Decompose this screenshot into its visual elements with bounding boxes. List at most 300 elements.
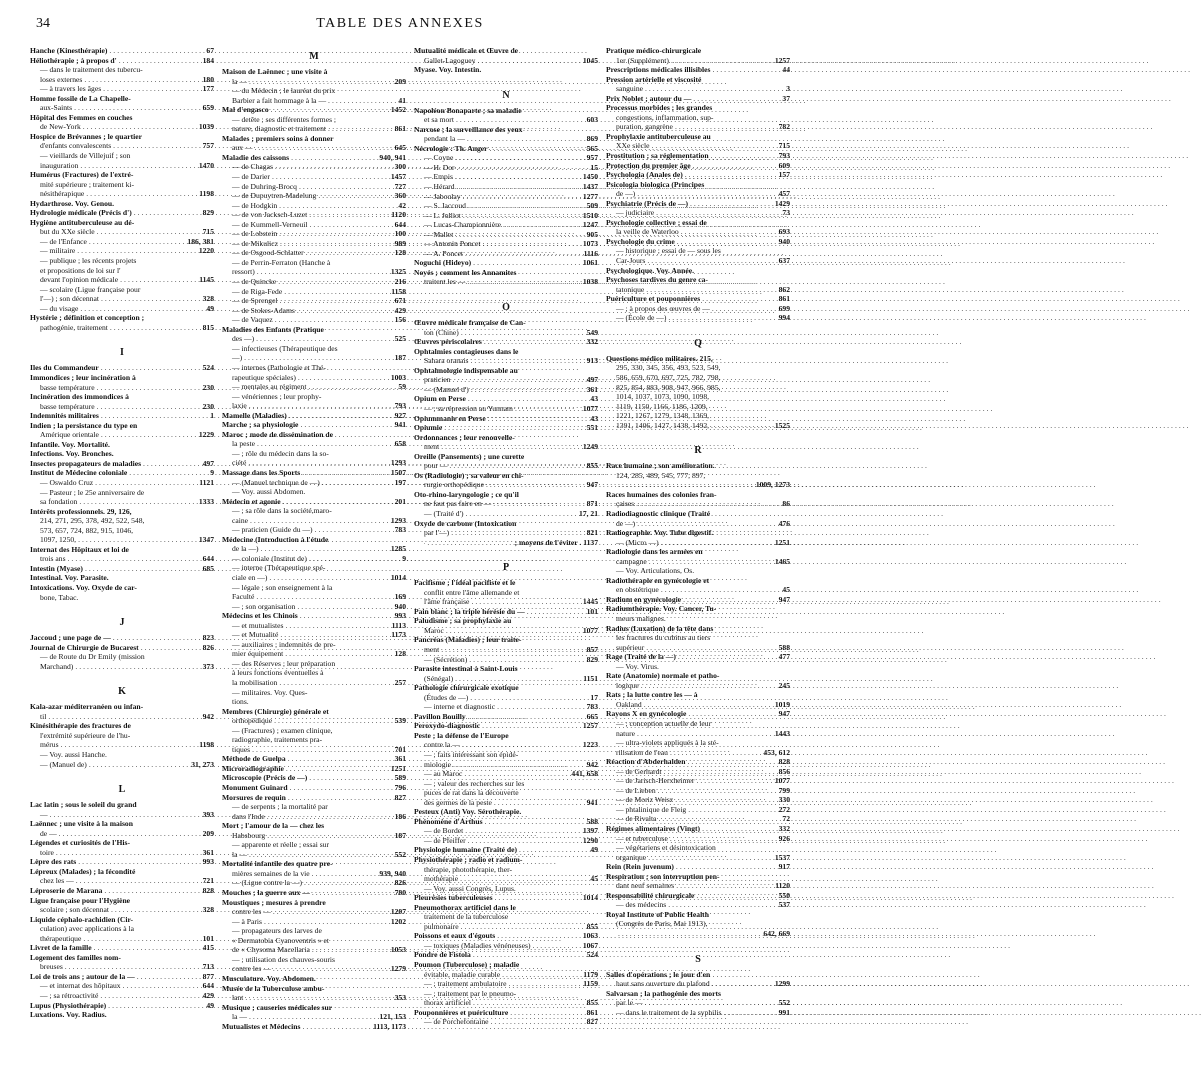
entry-text: 586, 659, 670, 697, 725, 782, 798, xyxy=(616,372,721,382)
entry-text: çaises xyxy=(616,499,635,509)
page-ref: 1325 xyxy=(390,267,406,277)
dot-leader xyxy=(89,237,186,247)
entry-text: Monument Guinard xyxy=(222,783,288,793)
entry-text: — Antonin Poncet xyxy=(424,239,481,249)
index-subentry xyxy=(30,760,214,770)
page-ref: 993 xyxy=(202,857,214,867)
entry-text: — du Médecin ; le lauréat du prix xyxy=(232,86,336,96)
index-subentry xyxy=(414,230,598,240)
entry-text: trois ans xyxy=(40,554,66,564)
entry-text: nature xyxy=(616,728,635,738)
index-subentry xyxy=(222,936,406,946)
page-ref: 1251 xyxy=(774,537,790,547)
entry-text: — ; utilisation des chauves-souris xyxy=(232,954,335,964)
dot-leader xyxy=(80,161,196,171)
entry-text: — interne (Thérapeutique spé- xyxy=(232,563,326,573)
index-subentry xyxy=(222,334,406,344)
dot-leader xyxy=(76,876,201,886)
page-number: 34 xyxy=(36,16,50,31)
page-ref: 328 xyxy=(202,905,214,915)
entry-text: — de Mikulicz xyxy=(232,238,278,248)
index-entry xyxy=(414,578,598,588)
page-ref: 1220 xyxy=(198,246,214,256)
index-entry xyxy=(30,313,214,323)
page-ref: 856 xyxy=(778,766,790,776)
entry-text: devant l'opinion médicale xyxy=(40,275,119,285)
page-ref: 73 xyxy=(782,208,790,218)
index-entry xyxy=(414,433,598,443)
dot-leader xyxy=(464,769,569,779)
entry-text: Marchand) xyxy=(40,661,74,671)
entry-text: Lac latin ; sous le soleil du grand xyxy=(30,800,137,810)
index-entry xyxy=(606,509,790,519)
index-entry xyxy=(30,411,214,421)
index-subentry xyxy=(222,955,406,965)
index-subentry xyxy=(222,688,406,698)
entry-text: Poumon (Tuberculose) ; maladie xyxy=(414,960,520,970)
page-ref: 524 xyxy=(586,950,598,960)
entry-text: contre les — xyxy=(232,907,271,917)
entry-text: Radius (Luxation) de la tête dans xyxy=(606,623,714,633)
index-subentry xyxy=(606,738,790,748)
page-ref: 1151 xyxy=(583,673,598,683)
entry-text: caine xyxy=(232,515,249,525)
page-ref: 1120 xyxy=(775,881,790,891)
entry-text: Narcose ; la surveillance des yeux xyxy=(414,124,523,134)
dot-leader xyxy=(712,65,780,75)
index-subentry xyxy=(414,249,598,259)
dot-leader xyxy=(283,497,393,507)
dot-leader xyxy=(645,84,784,94)
page-ref: 826 xyxy=(202,642,214,652)
entry-text: — auxiliaires ; indemnités de pre- xyxy=(232,639,336,649)
page-ref: 17 xyxy=(590,692,598,702)
page-ref: 361 xyxy=(202,847,214,857)
index-entry xyxy=(30,468,214,478)
entry-text: Infections. Voy. Bronches. xyxy=(30,449,114,459)
dot-leader xyxy=(490,144,585,154)
page-ref: 361 xyxy=(394,754,406,764)
dot-leader xyxy=(285,621,389,631)
page-ref: 941 xyxy=(394,420,406,430)
page-ref: 927 xyxy=(394,410,406,420)
page-ref: 715 xyxy=(202,227,214,237)
entry-text: Amérique orientale xyxy=(40,430,99,440)
entry-text: Ophtalmies contagieuses dans le xyxy=(414,346,519,356)
entry-text: — phtalinique de Fleig xyxy=(616,804,687,814)
index-subentry xyxy=(606,767,790,777)
index-subentry xyxy=(414,153,598,163)
index-entry xyxy=(414,519,598,529)
index-subentry xyxy=(414,277,598,287)
page-ref: 1443 xyxy=(774,728,790,738)
dot-leader xyxy=(455,230,584,240)
entry-text: ciété xyxy=(232,458,247,468)
entry-text: — (Ligue contre la —) xyxy=(232,878,303,888)
dot-leader xyxy=(668,900,776,910)
index-entry xyxy=(30,56,214,66)
entry-text: Prostitution ; sa réglementation xyxy=(606,151,709,161)
entry-text: — de Sprengel xyxy=(232,296,278,306)
page-ref: 497 xyxy=(586,375,598,385)
entry-text: Puériculture et pouponnières xyxy=(606,294,701,304)
page-ref: 209 xyxy=(202,828,214,838)
index-subentry xyxy=(414,798,598,808)
index-subentry xyxy=(222,993,406,1003)
index-entry xyxy=(414,125,598,135)
page-ref: 3 xyxy=(786,84,790,94)
index-entry xyxy=(30,449,214,459)
entry-text: Héliothérapie ; à propos d' xyxy=(30,55,117,65)
index-entry xyxy=(606,266,790,276)
index-subentry xyxy=(222,735,406,745)
dot-leader xyxy=(257,439,393,449)
entry-text: — légale ; son enseignement à la xyxy=(232,582,333,592)
index-entry xyxy=(414,817,598,827)
index-subentry xyxy=(414,220,598,230)
entry-text: orthopédique xyxy=(232,716,273,726)
page-ref: 644 xyxy=(202,981,214,991)
page-ref: 86 xyxy=(782,499,790,509)
index-entry xyxy=(414,144,598,154)
entry-text: organique xyxy=(616,852,647,862)
page-ref: 373 xyxy=(202,661,214,671)
dot-leader xyxy=(254,143,392,153)
entry-text: — toxiques (Maladies vénéneuses) xyxy=(424,940,531,950)
dot-leader xyxy=(688,757,777,767)
dot-leader xyxy=(670,748,761,758)
entry-text: Salles d'opérations ; le jour d'en xyxy=(606,969,711,979)
dot-leader xyxy=(503,220,581,230)
entry-text: lant xyxy=(232,993,244,1003)
page-ref: 121, 153 xyxy=(379,1012,406,1022)
index-entry xyxy=(30,838,214,848)
entry-text: puces de rat dans la découverte xyxy=(424,788,519,798)
entry-text: Pathologie chirurgicale exotique xyxy=(414,683,519,693)
dot-leader xyxy=(646,285,776,295)
page-ref: 823 xyxy=(202,633,214,643)
dot-leader xyxy=(677,237,777,247)
dot-leader xyxy=(272,172,389,182)
dot-leader xyxy=(244,353,392,363)
index-column-1 xyxy=(30,46,214,1076)
index-subentry xyxy=(30,876,214,886)
index-subentry xyxy=(606,700,790,710)
entry-text: chez les — xyxy=(40,876,74,886)
page-ref: 942 xyxy=(202,711,214,721)
page-ref: 1067 xyxy=(582,940,598,950)
dot-leader xyxy=(101,411,208,421)
dot-leader xyxy=(444,423,584,433)
index-entry xyxy=(30,886,214,896)
entry-text: — (Manuel d') xyxy=(424,384,469,394)
page-ref: 537 xyxy=(778,900,790,910)
index-entry xyxy=(30,199,214,209)
dot-leader xyxy=(137,972,201,982)
dot-leader xyxy=(120,275,197,285)
index-subentry xyxy=(606,383,790,393)
entry-text: Rage (Traité de la —) xyxy=(606,652,676,662)
index-subentry xyxy=(606,141,790,151)
index-entry xyxy=(414,893,598,903)
index-subentry xyxy=(222,630,406,640)
entry-text: — à travers les âges xyxy=(40,84,102,94)
entry-text: de la —) xyxy=(232,544,259,554)
entry-text: Opium en Perse xyxy=(414,394,466,404)
dot-leader xyxy=(249,77,393,87)
entry-text: — detête ; ses différentes formes ; xyxy=(232,114,337,124)
dot-leader xyxy=(304,878,393,888)
index-entry xyxy=(414,712,598,722)
entry-text: Psicologia biologica (Principes xyxy=(606,179,705,189)
index-entry xyxy=(30,867,214,877)
index-entry xyxy=(606,604,790,614)
dot-leader xyxy=(328,96,396,106)
entry-text: Pneumothorax artificiel dans le xyxy=(414,902,516,912)
entry-text: évitable, maladie curable xyxy=(424,969,501,979)
index-subentry xyxy=(414,499,598,509)
entry-text: Microscopie (Précis de —) xyxy=(222,773,308,783)
index-subentry xyxy=(222,716,406,726)
dot-leader xyxy=(59,829,201,839)
entry-text: de — xyxy=(40,828,57,838)
index-entry xyxy=(414,931,598,941)
entry-text: — de serpents ; la mortalité par xyxy=(232,802,328,812)
entry-text: — des médecins xyxy=(616,900,667,910)
index-subentry xyxy=(30,731,214,741)
index-subentry xyxy=(414,509,598,519)
entry-text: Radiologie dans les armées en xyxy=(606,547,703,557)
entry-text: ment xyxy=(424,644,440,654)
index-subentry xyxy=(606,189,790,199)
entry-text: Homme fossile de La Chapelle- xyxy=(30,93,131,103)
entry-text: la peste xyxy=(232,439,255,449)
index-entry xyxy=(606,652,790,662)
index-subentry xyxy=(414,442,598,452)
dot-leader xyxy=(264,917,389,927)
entry-text: Pondre de Fistola xyxy=(414,950,471,960)
dot-leader xyxy=(661,585,781,595)
entry-text: mité supérieure ; traitement ki- xyxy=(40,179,135,189)
index-entry xyxy=(414,845,598,855)
entry-text: pathogénie, traitement xyxy=(40,322,108,332)
page-ref: 1457 xyxy=(390,172,406,182)
dot-leader xyxy=(119,56,201,66)
dot-leader xyxy=(527,607,585,617)
entry-text: — militaires. Voy. Ques- xyxy=(232,687,308,697)
entry-text: Kala-azar méditerranéen ou infan- xyxy=(30,702,144,712)
page-ref: 658 xyxy=(394,439,406,449)
index-subentry xyxy=(222,907,406,917)
dot-leader xyxy=(463,211,581,221)
entry-text: — de Stokes-Adams xyxy=(232,305,295,315)
entry-text: 1221, 1267, 1279, 1348, 1369, xyxy=(616,411,710,421)
index-subentry xyxy=(222,143,406,153)
entry-text: des germes de la peste xyxy=(424,797,492,807)
dot-leader xyxy=(711,151,777,161)
entry-text: — de Chagas xyxy=(232,162,273,172)
dot-leader xyxy=(97,227,201,237)
entry-text: pendant la — xyxy=(424,134,465,144)
index-entry xyxy=(606,75,790,85)
index-subentry xyxy=(606,662,790,672)
entry-text: 1119, 1150, 1166, 1186, 1209, xyxy=(616,401,708,411)
entry-text: — scolaire (Ligue française pour xyxy=(40,284,141,294)
page-ref: 245 xyxy=(778,680,790,690)
entry-text: — de l'Enfance xyxy=(40,236,87,246)
dot-leader xyxy=(685,170,777,180)
dot-leader xyxy=(249,1012,377,1022)
dot-leader xyxy=(108,1001,204,1011)
index-entry xyxy=(606,709,790,719)
index-entry xyxy=(222,611,406,621)
entry-text: — des Réserves ; leur préparation xyxy=(232,658,336,668)
entry-text: miologie xyxy=(424,759,451,769)
index-subentry xyxy=(222,831,406,841)
index-subentry xyxy=(30,402,214,412)
index-subentry xyxy=(30,981,214,991)
dot-leader xyxy=(465,249,582,259)
dot-leader xyxy=(473,950,585,960)
dot-leader xyxy=(312,945,389,955)
spacer xyxy=(30,671,214,681)
entry-text: Mortalité infantile des quatre pre- xyxy=(222,859,333,869)
index-subentry xyxy=(414,211,598,221)
entry-text: Physiothérapie ; radio et radium- xyxy=(414,855,523,865)
index-subentry xyxy=(222,544,406,554)
dot-leader xyxy=(61,740,198,750)
entry-text: Incinération des immondices à xyxy=(30,392,129,402)
entry-text: pulmonaire xyxy=(424,921,459,931)
index-subentry xyxy=(222,516,406,526)
index-subentry xyxy=(606,304,790,314)
entry-text: Pain blanc ; la triple hérésie du — xyxy=(414,606,525,616)
index-subentry xyxy=(414,626,598,636)
section-letter: J xyxy=(119,617,125,629)
dot-leader xyxy=(491,1017,585,1027)
entry-text: tions. xyxy=(232,697,249,707)
index-subentry xyxy=(222,659,406,669)
entry-text: — S. Jaccoud xyxy=(424,201,466,211)
entry-text: toire xyxy=(40,847,54,857)
page-ref: 1202 xyxy=(390,916,406,926)
index-entry xyxy=(414,950,598,960)
index-entry xyxy=(414,106,598,116)
index-subentry xyxy=(414,239,598,249)
entry-text: — ; sa rétroactivité xyxy=(40,991,99,1001)
spacer xyxy=(606,939,790,949)
index-subentry xyxy=(414,1017,598,1027)
dot-leader xyxy=(485,817,585,827)
section-letter: P xyxy=(502,562,510,574)
index-entry xyxy=(30,857,214,867)
entry-text: Psychiatrie (Précis de —) xyxy=(606,198,689,208)
entry-text: Institut de Médecine coloniale xyxy=(30,468,128,478)
index-entry xyxy=(414,318,598,328)
dot-leader xyxy=(468,836,581,846)
index-subentry xyxy=(222,525,406,535)
entry-text: — historique ; essai de — sous les xyxy=(616,246,721,256)
entry-text: Sahara oranais xyxy=(424,356,469,366)
dot-leader xyxy=(488,414,589,424)
dot-leader xyxy=(103,84,200,94)
index-subentry xyxy=(414,702,598,712)
dot-leader xyxy=(250,516,389,526)
index-subentry xyxy=(30,750,214,760)
index-subentry xyxy=(414,693,598,703)
index-subentry xyxy=(30,554,214,564)
index-subentry xyxy=(30,256,214,266)
entry-text: Radiographie. Voy. Tube digestif. xyxy=(606,528,714,538)
page-ref: 991 xyxy=(778,1007,790,1017)
entry-text: Salvarsan ; la pathogénie des morts xyxy=(606,988,721,998)
page-ref: 644 xyxy=(394,219,406,229)
page-ref: 230 xyxy=(202,382,214,392)
entry-text: — de Lieben xyxy=(616,785,656,795)
section-letter: I xyxy=(120,347,124,359)
index-subentry xyxy=(222,506,406,516)
page-ref: 72 xyxy=(782,814,790,824)
entry-text: (Congrès de Paris, Mai 1913), xyxy=(616,919,708,929)
index-subentry xyxy=(222,248,406,258)
index-entry xyxy=(30,721,214,731)
index-subentry xyxy=(414,385,598,395)
section-letter: S xyxy=(695,953,701,965)
entry-text: dans l'Inde xyxy=(232,811,265,821)
entry-text: Musique ; causeries médicales sur xyxy=(222,1002,333,1012)
dot-leader xyxy=(288,793,393,803)
entry-text: Paludisme ; sa prophylaxie au xyxy=(414,616,512,626)
entry-text: des —) xyxy=(232,334,255,344)
dot-leader xyxy=(101,363,201,373)
spacer xyxy=(606,323,790,333)
section-letter: O xyxy=(502,302,510,314)
page-ref: 1014 xyxy=(390,572,406,582)
page-ref: 701 xyxy=(394,744,406,754)
section-letter: R xyxy=(694,445,702,457)
dot-leader xyxy=(457,182,581,192)
page-ref: 609 xyxy=(778,160,790,170)
entry-text: l'âme française xyxy=(424,597,470,607)
entry-text: traitement de la tuberculose xyxy=(424,912,509,922)
entry-text: Mutualité médicale et Œuvre de xyxy=(414,46,519,55)
index-entry xyxy=(30,573,214,583)
entry-text: Luxations. Voy. Radius. xyxy=(30,1010,107,1020)
dot-leader xyxy=(696,891,776,901)
index-subentry xyxy=(30,237,214,247)
entry-text: — Mallet xyxy=(424,229,454,239)
entry-text: — ; à propos des œuvres de — xyxy=(616,303,710,313)
index-subentry xyxy=(606,929,790,939)
page-ref: 49 xyxy=(590,845,598,855)
dot-leader xyxy=(468,394,589,404)
index-entry xyxy=(606,237,790,247)
entry-text: Phénomène d'Arthus xyxy=(414,816,483,826)
entry-text: — ; traitement ambulatoire xyxy=(424,979,507,989)
index-subentry xyxy=(222,573,406,583)
entry-text: Pleurésies tuberculeuses xyxy=(414,893,493,903)
page-ref: 1537 xyxy=(774,852,790,862)
dot-leader xyxy=(286,764,389,774)
index-entry xyxy=(30,545,214,555)
index-subentry xyxy=(222,926,406,936)
dot-leader xyxy=(279,678,392,688)
index-subentry xyxy=(30,151,214,161)
page-ref: 926 xyxy=(778,833,790,843)
entry-text: Mamelle (Maladies) xyxy=(222,410,287,420)
page-ref: 828 xyxy=(778,757,790,767)
page-ref: 1347 xyxy=(198,535,214,545)
